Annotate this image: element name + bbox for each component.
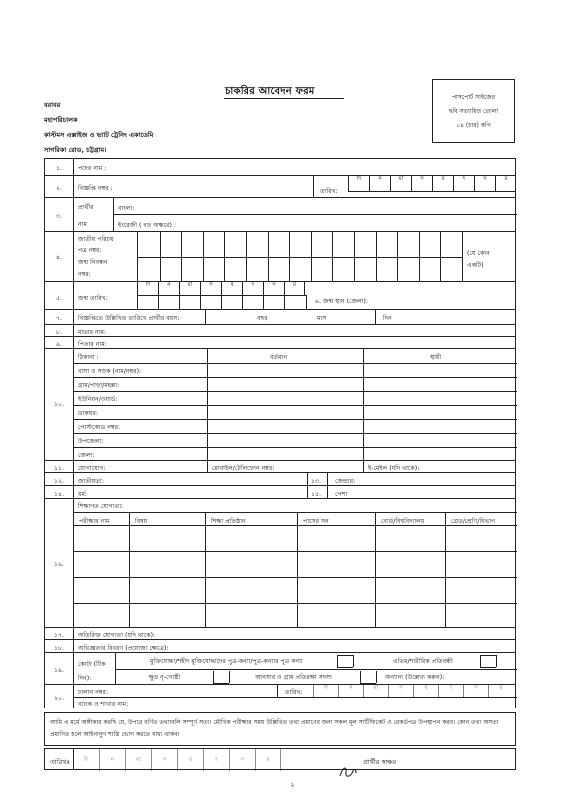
row-quota[interactable] — [44, 652, 516, 684]
row-birth-date[interactable] — [44, 281, 516, 309]
mobile-label: মোবাইল/টেলিফোন নম্বর: — [212, 465, 275, 472]
circular-number-label: বিজ্ঞপ্তি নম্বর : — [78, 185, 113, 192]
row-applicant-name[interactable] — [44, 197, 516, 231]
row-number: ৭. — [56, 315, 62, 322]
row-number: ১৭. — [53, 632, 64, 639]
nid-digit-boxes[interactable] — [137, 232, 461, 282]
education-column-header: পরীক্ষার নাম — [79, 518, 110, 525]
age-day-label: দিন — [383, 315, 392, 322]
row-address[interactable] — [44, 348, 516, 460]
row-number: ৯. — [56, 341, 62, 348]
quota-ethnic-minority: ক্ষুদ্র নৃ-গোষ্ঠী — [149, 674, 181, 681]
mother-name-label: মাতার নাম: — [78, 329, 107, 336]
address-field-label: ডাকঘর: — [78, 410, 98, 417]
form-title: চাকরির আবেদন ফরম — [225, 86, 315, 97]
bank-branch-label: ব্যাংক ও শাখার নাম: — [78, 701, 129, 708]
permanent-address-header: স্থায়ী — [430, 354, 442, 361]
addressee-line-1: বরাবর — [44, 101, 61, 109]
applicant-label-2: নাম — [78, 221, 87, 228]
address-row-divider — [73, 419, 517, 420]
additional-qualification-label: অতিরিক্ত যোগ্যতা (যদি থাকে): — [78, 632, 156, 639]
row-number: ১৯. — [54, 667, 64, 674]
address-field-label: গ্রাম/পাড়া/মহল্লা: — [78, 382, 120, 389]
row-number: ৮. — [56, 329, 62, 336]
nid-label-3: জন্ম নিবন্ধন — [78, 259, 108, 266]
title-underline — [224, 98, 344, 99]
contact-label: যোগাযোগ: — [78, 465, 106, 472]
name-bangla-label: বাংলা: — [118, 205, 135, 212]
row-number: ১৬. — [53, 561, 64, 568]
age-year-label: বছর — [257, 315, 268, 322]
row-additional-qualification[interactable] — [44, 627, 516, 639]
nid-note-2: একটি) — [467, 262, 484, 269]
address-field-label: জেলা: — [78, 452, 95, 459]
row-number: ১০. — [53, 401, 64, 408]
nid-note-1: (যে কোন — [467, 250, 490, 257]
signature-label: প্রার্থীর স্বাক্ষর — [363, 758, 397, 766]
row-number: ১. — [56, 165, 62, 172]
address-row-divider — [73, 377, 517, 378]
footer-date-label: তারিখঃ — [50, 758, 70, 766]
address-label: ঠিকানা : — [78, 354, 99, 361]
declaration-box — [44, 712, 516, 746]
occupation-label: পেশা — [335, 491, 348, 498]
addressee-line-3: কাস্টমস এক্সাইজ ও ভ্যাট ট্রেনিং একাডেমি — [44, 131, 154, 139]
row-challan[interactable] — [44, 684, 516, 708]
address-field-label: বাসা ও সড়ক (নাম/নম্বর): — [78, 368, 142, 375]
row-number: ১৫. — [311, 491, 321, 498]
address-row-divider — [73, 405, 517, 406]
row-number: ১১. — [54, 465, 64, 472]
footer-row[interactable] — [44, 748, 516, 770]
nid-row-divider — [138, 257, 462, 258]
row-nationality[interactable] — [44, 472, 516, 485]
nid-label-2: পত্র নম্বর: — [78, 247, 102, 254]
challan-date-boxes[interactable]: দি ন মা স ব ৎ স র — [313, 685, 513, 697]
present-address-header: বর্তমান — [270, 354, 288, 361]
row-number: ৪. — [56, 254, 62, 261]
photo-box[interactable] — [432, 79, 515, 143]
quota-freedom-fighter: মুক্তিযোদ্ধা/শহীদ মুক্তিযোদ্ধাদের পুত্র-কন্যা/পুত্র-কন্যার পুত্র কন্যা — [150, 658, 303, 665]
row-number: ২০. — [53, 695, 64, 702]
row-religion[interactable] — [44, 485, 516, 498]
education-column-header: বিষয় — [135, 518, 148, 525]
nationality-label: জাতীয়তা: — [78, 478, 104, 485]
education-column-header: পাসের সন — [303, 518, 329, 525]
row-father-name[interactable] — [44, 336, 516, 348]
quota-label-1: কোটা (টিক — [78, 661, 106, 668]
circular-date-label: তারিখ: — [320, 188, 338, 195]
education-label: শিক্ষাগত যোগ্যতা: — [78, 503, 124, 510]
signature-mark — [337, 764, 359, 780]
education-column-divider — [445, 512, 446, 628]
age-month-label: মাস — [317, 315, 327, 322]
row-number: ১৪. — [54, 491, 64, 498]
row-circular-number[interactable] — [44, 175, 516, 197]
row-number: ১৩. — [311, 478, 322, 485]
education-row-divider — [73, 603, 517, 604]
row-age[interactable] — [44, 309, 516, 324]
education-column-header: বোর্ড/বিশ্ববিদ্যালয় — [381, 518, 425, 525]
education-column-divider — [297, 512, 298, 628]
education-row-divider — [73, 551, 517, 552]
applicant-label-1: প্রার্থীর — [78, 204, 94, 211]
address-row-divider — [73, 433, 517, 434]
name-english-label: ইংরেজী ( বড় অক্ষরে) : — [118, 222, 176, 229]
address-field-label: ইউনিয়ন/ওয়ার্ড: — [78, 396, 118, 403]
row-number: ৫. — [56, 295, 62, 302]
education-row-divider — [73, 525, 517, 526]
row-mother-name[interactable] — [44, 324, 516, 336]
row-number: ৩. — [56, 213, 62, 220]
row-number: ১৮. — [54, 645, 64, 652]
gender-label: জেন্ডার: — [335, 478, 356, 485]
row-experience[interactable] — [44, 639, 516, 652]
address-field-label: পোস্টকোড নম্বর: — [78, 424, 121, 431]
row-post-name[interactable] — [44, 158, 516, 175]
email-label: ই-মেইল (যদি থাকে): — [368, 465, 420, 472]
declaration-text: আমি এ মর্মে অঙ্গীকার করছি যে, উপরে বর্ণিত তথ্যাবলি সম্পূর্ণ সত্য। মৌখিক পরীক্ষার সময় উল্লিখিত তথ্য প্রমাণের জন্য সকল মূল সার্টিফিকেট ও রেকর্ডপত্র উপস্থাপন করব। কোন তথ্য অসত্য প্রমাণিত হলে আইনানুগ শাস্তি ভোগ করতে বাধ্য থাকব। — [50, 719, 499, 738]
education-column-header: গ্রেড/শ্রেণি/বিভাগ — [451, 518, 496, 525]
challan-number-label: চালান নম্বর: — [78, 689, 109, 696]
row-nid[interactable] — [44, 231, 516, 281]
address-field-label: উপজেলা: — [78, 438, 104, 445]
row-education[interactable] — [44, 498, 516, 627]
education-column-divider — [129, 512, 130, 628]
photo-box-line-2: ছবি সত্যায়িত তোলা — [448, 107, 499, 115]
education-column-divider — [205, 512, 206, 628]
row-number: ২. — [56, 185, 62, 192]
quota-orphan-disabled: এতিম/শারীরিক প্রতিবন্ধী — [393, 658, 453, 665]
birth-date-boxes[interactable]: দি ন মা স ব ৎ স র — [137, 282, 305, 295]
row-contact[interactable] — [44, 460, 516, 472]
quota-other: অন্যান্য (উল্লেখ্য করুন): — [385, 674, 445, 681]
addressee-line-4: সাগরিকা রোড, চট্টগ্রাম। — [44, 146, 107, 154]
education-column-divider — [375, 512, 376, 628]
post-name-label: পদের নাম : — [78, 165, 107, 172]
nid-box-divider — [462, 232, 463, 282]
education-column-header: শিক্ষা প্রতিষ্ঠান — [211, 518, 246, 525]
experience-label: অভিজ্ঞতার বিবরণ (প্রযোজ্য ক্ষেত্রে): — [78, 645, 169, 652]
page-number: ২ — [290, 781, 295, 789]
quota-ansar-vdp: আনসার ও গ্রাম প্রতিরক্ষা সদস্য — [255, 674, 332, 681]
circular-date-boxes[interactable]: দি ন মা স ব ৎ স র — [348, 176, 516, 191]
address-row-divider — [73, 363, 517, 364]
photo-box-line-1: পাসপোর্ট সাইজের — [451, 93, 496, 101]
challan-date-label: তারিখ: — [285, 689, 303, 696]
row-number: ১২. — [53, 478, 64, 485]
birth-date-label: জন্ম তারিখ: — [78, 295, 108, 302]
religion-label: ধর্ম: — [78, 491, 87, 498]
nid-label-4: নম্বর: — [78, 271, 91, 278]
father-name-label: পিতার নাম: — [78, 341, 107, 348]
addressee-line-2: মহাপরিচালক — [44, 116, 78, 124]
address-row-divider — [73, 391, 517, 392]
birth-place-label: ৬. জন্ম স্থান (জেলা): — [315, 298, 369, 305]
address-row-divider — [73, 447, 517, 448]
quota-label-2: দিন): — [78, 675, 92, 682]
education-row-divider — [73, 577, 517, 578]
nid-label-1: জাতীয় পরিচয় — [78, 236, 114, 243]
photo-box-line-3: ০৪ (চার) কপি — [456, 121, 491, 129]
age-label: বিজ্ঞপ্তিতে উল্লিখিত তারিখে প্রার্থীর বয়স: — [78, 315, 180, 322]
footer-date-boxes[interactable]: দি ন মা স ব ৎ স র — [73, 749, 281, 771]
